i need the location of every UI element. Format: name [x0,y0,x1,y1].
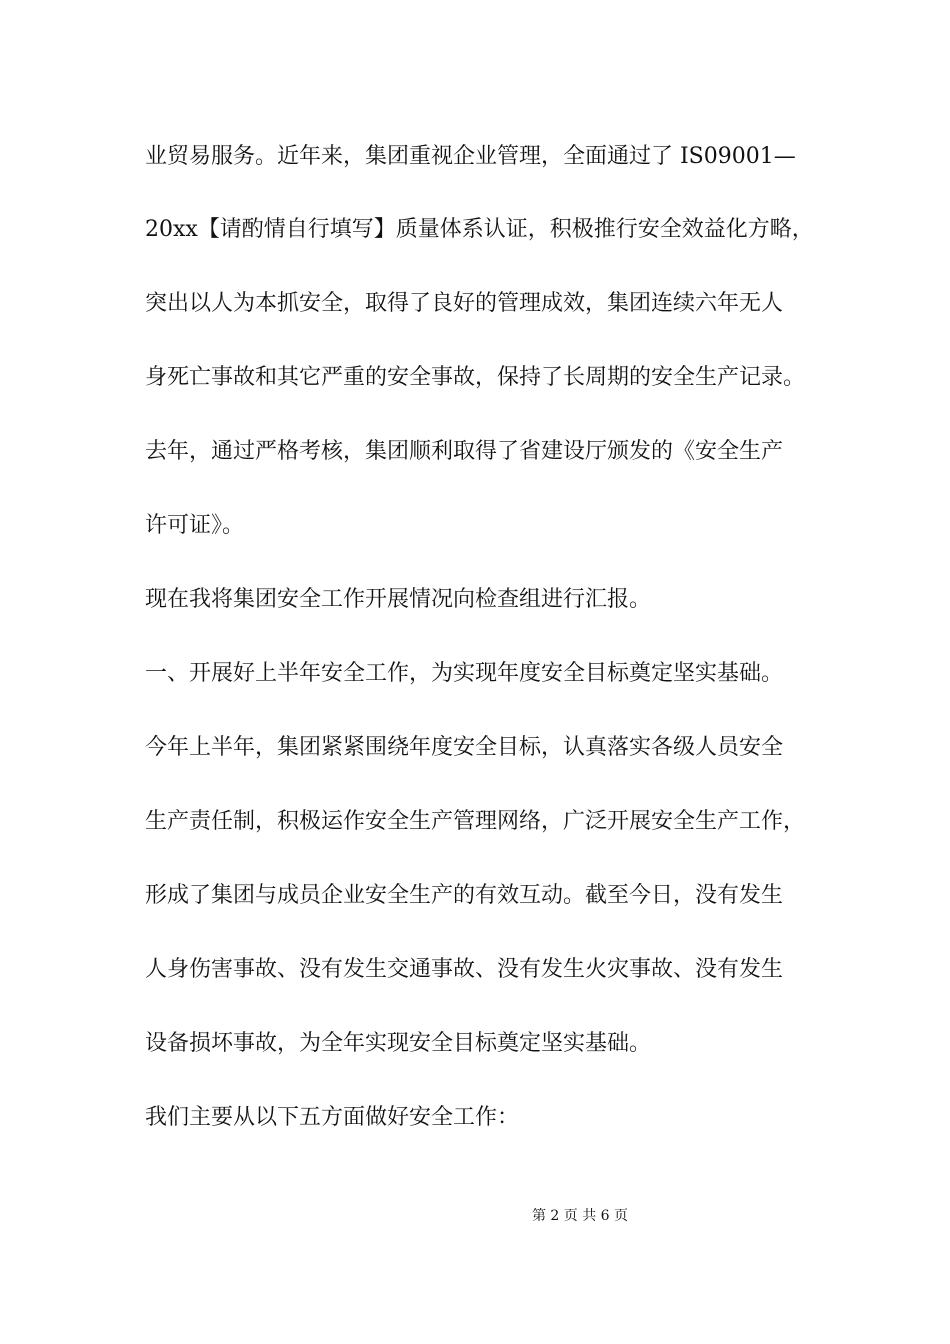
paragraph-line: 今年上半年，集团紧紧围绕年度安全目标，认真落实各级人员安全 [145,735,784,760]
paragraph-line: 突出以人为本抓安全，取得了良好的管理成效，集团连续六年无人 [145,291,784,316]
paragraph-line: 业贸易服务。近年来，集团重视企业管理，全面通过了 IS09001— [145,144,796,169]
paragraph-line: 人身伤害事故、没有发生交通事故、没有发生火灾事故、没有发生 [145,957,784,982]
section-heading: 一、开展好上半年安全工作，为实现年度安全目标奠定坚实基础。 [145,661,784,686]
page-number-label: 第 2 页 共 6 页 [531,1208,629,1224]
paragraph-line: 我们主要从以下五方面做好安全工作： [145,1105,520,1130]
paragraph-line: 现在我将集团安全工作开展情况向检查组进行汇报。 [145,587,652,612]
paragraph-line: 20xx【请酌情自行填写】质量体系认证，积极推行安全效益化方略， [145,217,814,242]
paragraph-line: 身死亡事故和其它严重的安全事故，保持了长周期的安全生产记录。 [145,365,806,390]
paragraph-line: 生产责任制，积极运作安全生产管理网络，广泛开展安全生产工作， [145,809,806,834]
paragraph-line: 许可证》。 [145,513,245,538]
paragraph-line: 形成了集团与成员企业安全生产的有效互动。截至今日，没有发生 [145,883,784,908]
paragraph-line: 设备损坏事故，为全年实现安全目标奠定坚实基础。 [145,1031,652,1056]
paragraph-line: 去年，通过严格考核，集团顺利取得了省建设厅颁发的《安全生产 [145,439,784,464]
page-footer [0,1206,950,1226]
